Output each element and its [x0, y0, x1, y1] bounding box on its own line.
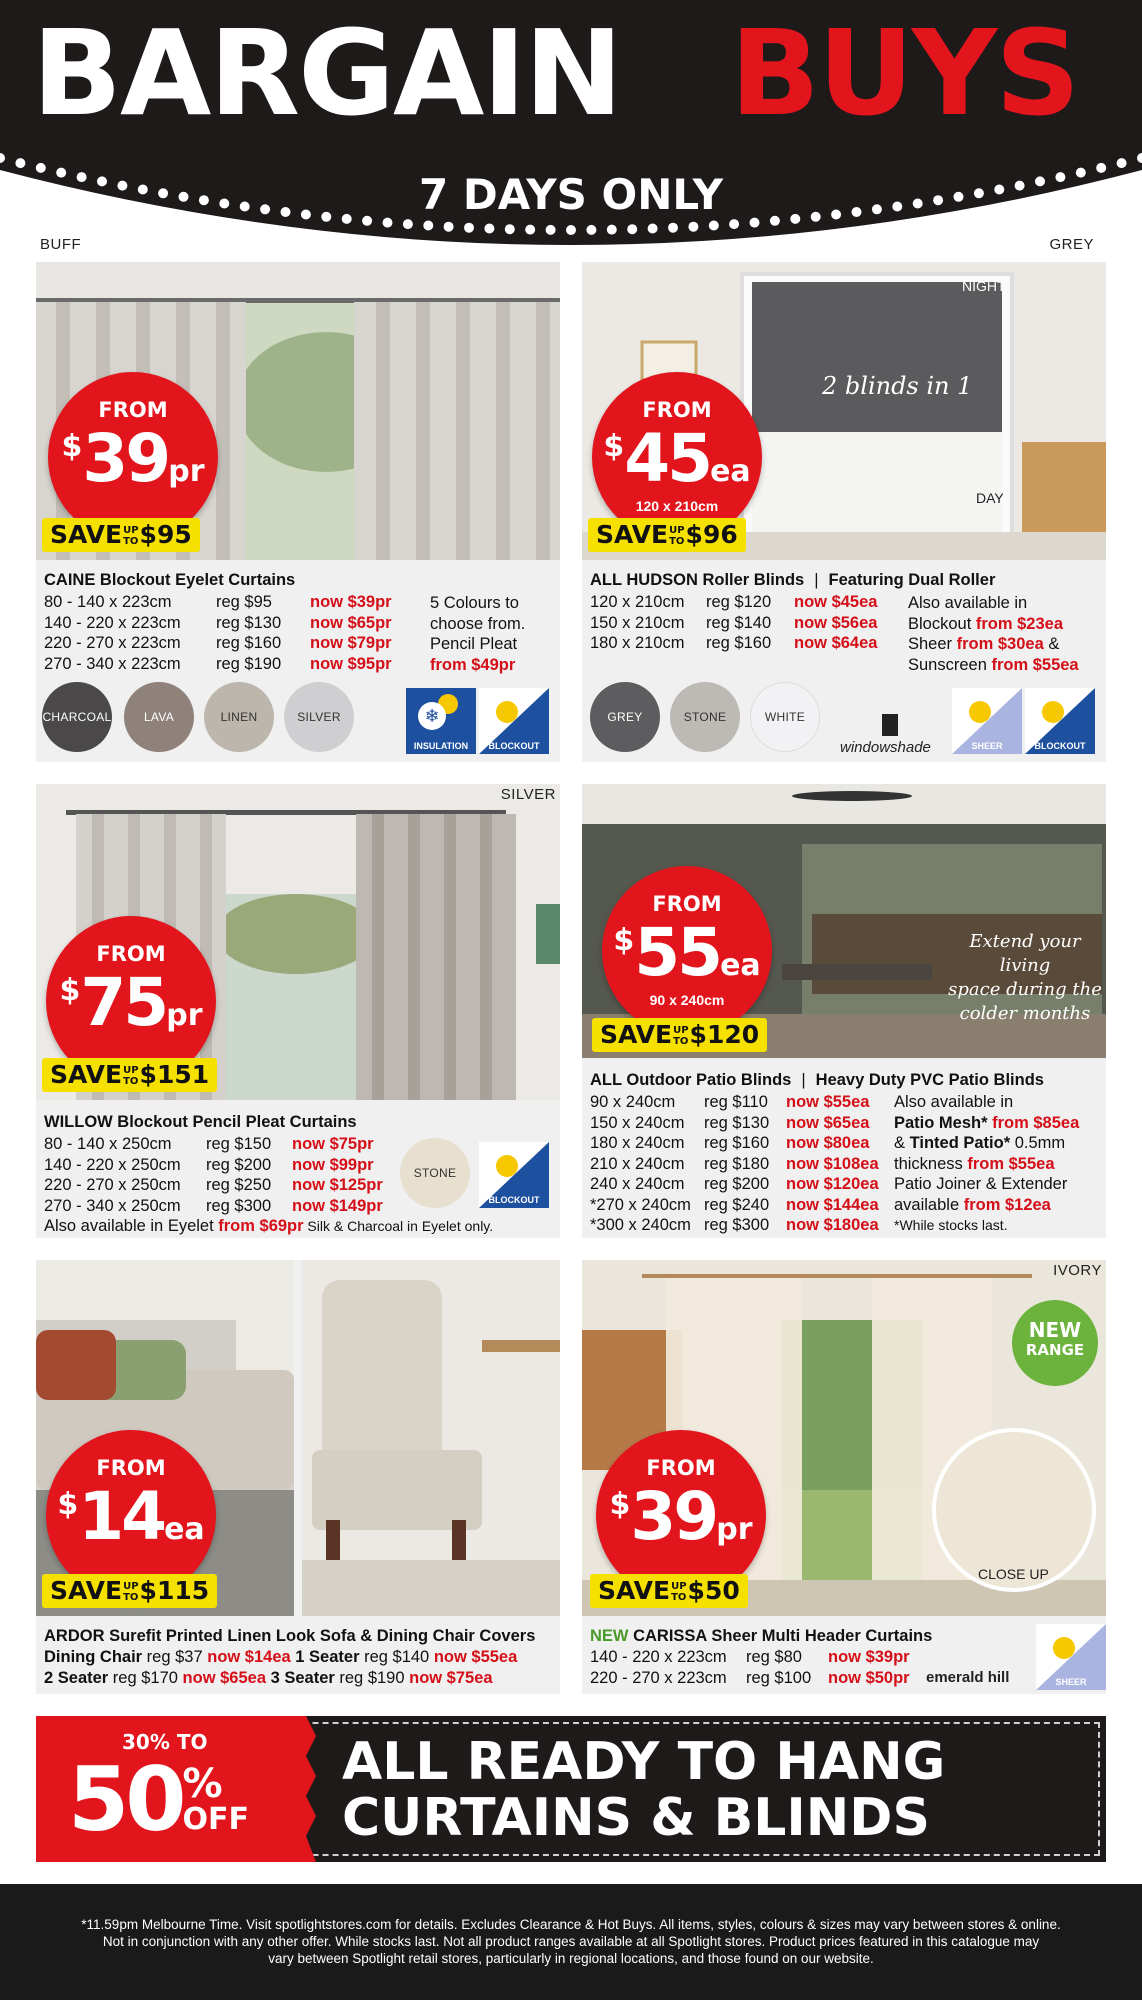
price-row — [590, 1215, 896, 1236]
price-badge: FROM $39pr — [596, 1430, 766, 1600]
price-row-size: 240 x 240cm — [590, 1175, 685, 1193]
swatch-grey[interactable]: GREY — [590, 682, 660, 752]
photo-script-note: Extend your living space during the colder months — [948, 931, 1102, 1024]
price-row — [590, 1133, 896, 1154]
price-row — [44, 1155, 402, 1176]
price-badge — [48, 372, 218, 542]
price-row-reg: reg $140 — [706, 613, 772, 632]
price-row-reg: reg $190 — [216, 654, 282, 673]
save-badge: SAVEUP TO$115 — [42, 1574, 217, 1608]
price-row-reg: reg $250 — [206, 1176, 272, 1194]
price-row-now: now $65pr — [310, 613, 392, 632]
price-row-reg: reg $240 — [704, 1195, 770, 1214]
price-line-2: 2 Seater reg $170 now $65ea 3 Seater reg $190 now $75ea — [44, 1669, 493, 1687]
price-row-now: now $64ea — [794, 634, 878, 652]
product-card-patio-blinds[interactable] — [582, 784, 1106, 1238]
color-label-silver: SILVER — [500, 786, 556, 803]
price-table — [590, 1092, 896, 1236]
price-row-now: now $144ea — [786, 1195, 879, 1214]
price-row-now: now $108ea — [786, 1154, 879, 1173]
product-card-hudson[interactable] — [582, 262, 1106, 762]
side-note: 5 Colours to choose from. Pencil Pleat from $49pr — [430, 594, 526, 674]
swatch-linen[interactable]: LINEN — [204, 682, 274, 752]
headline-bargain: BARGAIN — [32, 4, 621, 142]
header-dot — [383, 218, 393, 228]
brand-windowshade-logo: windowshade — [840, 739, 931, 756]
price-table — [590, 592, 904, 654]
photo-label-night: NIGHT — [962, 278, 1006, 294]
price-row-reg: reg $200 — [704, 1175, 770, 1193]
swatch-charcoal[interactable]: CHARCOAL — [42, 682, 112, 752]
price-row — [590, 1154, 896, 1175]
price-badge: FROM $75pr — [46, 916, 216, 1086]
brand-emerald-hill-logo: emerald hill — [926, 1669, 1010, 1686]
chair-illustration — [302, 1260, 560, 1616]
price-row-size: 220 - 270 x 250cm — [44, 1176, 181, 1194]
header-dot — [729, 219, 739, 229]
save-badge: SAVEUP TO$50 — [590, 1574, 748, 1608]
product-title: NEW CARISSA Sheer Multi Header Curtains — [590, 1627, 933, 1645]
price-row-reg: reg $80 — [746, 1648, 802, 1666]
price-line-1: Dining Chair reg $37 now $14ea 1 Seater reg $140 now $55ea — [44, 1648, 518, 1666]
product-card-willow[interactable] — [36, 784, 560, 1238]
price-row-now: now $56ea — [794, 613, 878, 632]
price-value: $55ea — [613, 914, 761, 991]
price-row-now: now $39pr — [310, 593, 392, 611]
price-row-size: 140 - 220 x 223cm — [590, 1648, 727, 1666]
price-row — [44, 1196, 402, 1217]
price-row — [590, 1092, 896, 1113]
photo-label-day: DAY — [976, 490, 1004, 506]
price-row — [590, 1668, 938, 1689]
insulation-badge: ❄ INSULATION — [406, 688, 476, 754]
price-row-size: 80 - 140 x 223cm — [44, 593, 172, 611]
price-row-reg: reg $180 — [704, 1154, 770, 1173]
price-value: $75pr — [59, 964, 203, 1041]
blockout-badge: BLOCKOUT — [479, 1142, 549, 1208]
product-title: ALL Outdoor Patio Blinds | Heavy Duty PVC Patio Blinds — [590, 1071, 1044, 1089]
header — [0, 0, 1142, 290]
sheer-badge: SHEER — [1036, 1624, 1106, 1690]
header-dot — [709, 221, 719, 231]
banner-headline: ALL READY TO HANG CURTAINS & BLINDS — [342, 1732, 946, 1848]
price-row-now: now $79pr — [310, 634, 392, 652]
price-row-size: 180 x 210cm — [590, 634, 685, 652]
price-row-reg: reg $110 — [704, 1093, 768, 1111]
price-badge: FROM $14ea — [46, 1430, 216, 1600]
price-row-size: 210 x 240cm — [590, 1154, 685, 1173]
price-row — [44, 654, 420, 675]
header-dot — [484, 224, 494, 234]
price-row-reg: reg $160 — [216, 634, 282, 652]
price-row-size: 220 - 270 x 223cm — [44, 634, 181, 652]
photo-script-2-blinds: 2 blinds in 1 — [822, 372, 973, 400]
product-title: WILLOW Blockout Pencil Pleat Curtains — [44, 1113, 357, 1131]
price-row-size: 90 x 240cm — [590, 1093, 676, 1111]
header-dot — [423, 221, 433, 231]
price-row-reg: reg $200 — [206, 1155, 272, 1174]
eyelet-note: Also available in Eyelet from $69pr Silk & Charcoal in Eyelet only. — [44, 1217, 494, 1235]
discount-prefix: 30% TO — [122, 1730, 208, 1754]
price-value: $14ea — [57, 1478, 205, 1555]
color-label-grey: GREY — [1049, 236, 1094, 253]
header-dot — [648, 224, 658, 234]
price-row-now: now $120ea — [786, 1175, 879, 1193]
header-dot — [566, 225, 576, 235]
header-dot — [627, 224, 637, 234]
price-row-size: 150 x 210cm — [590, 613, 685, 632]
price-badge: FROM $55ea 90 x 240cm — [602, 866, 772, 1036]
header-dot — [1117, 158, 1127, 168]
price-row-size: 140 - 220 x 223cm — [44, 613, 181, 632]
blockout-badge: BLOCKOUT — [479, 688, 549, 754]
price-row — [590, 1195, 896, 1216]
price-row-reg: reg $95 — [216, 593, 272, 611]
header-dot — [464, 223, 474, 233]
price-row — [44, 1175, 402, 1196]
color-label-buff: BUFF — [40, 236, 82, 253]
price-table — [590, 1647, 938, 1688]
side-note: Also available in Blockout from $23ea Sheer from $30ea & Sunscreen from $55ea — [908, 594, 1079, 674]
header-dot — [15, 158, 25, 168]
price-row-reg: reg $130 — [704, 1113, 770, 1132]
price-row-now: now $50pr — [828, 1668, 910, 1687]
discount-value: 50 % OFF — [68, 1748, 249, 1851]
swatch-white[interactable]: WHITE — [750, 682, 820, 752]
price-row — [590, 592, 904, 613]
price-row — [590, 1113, 896, 1134]
brand-logo-mark — [882, 714, 898, 736]
price-badge: FROM $45ea 120 x 210cm — [592, 372, 762, 542]
product-card-carissa[interactable] — [582, 1260, 1106, 1694]
price-row-size: 270 - 340 x 223cm — [44, 654, 181, 673]
new-range-badge: NEW RANGE — [1012, 1300, 1098, 1386]
promo-banner[interactable] — [36, 1716, 1106, 1862]
price-row-size: *270 x 240cm — [590, 1195, 691, 1214]
price-value: $45ea — [603, 420, 751, 497]
header-dot — [586, 225, 596, 235]
side-note: Also available in Patio Mesh* from $85ea & Tinted Patio* 0.5mm thickness from $55ea Patio Joiner & Extender available from $12ea *While stocks last. — [894, 1093, 1080, 1233]
price-row-reg: reg $300 — [704, 1216, 770, 1234]
headline-subtitle: 7 DAYS ONLY — [419, 170, 723, 219]
color-label-ivory: IVORY — [1053, 1262, 1102, 1279]
price-row-now: now $45ea — [794, 593, 878, 611]
price-value: $39pr — [61, 420, 205, 497]
closeup-label: CLOSE UP — [978, 1566, 1049, 1582]
price-from-label: FROM — [98, 398, 168, 422]
price-value: $39pr — [609, 1478, 753, 1555]
price-row-size: *300 x 240cm — [590, 1216, 691, 1234]
price-row-size: 120 x 210cm — [590, 593, 685, 611]
price-row-size: 80 - 140 x 250cm — [44, 1135, 172, 1153]
swatch-silver[interactable]: SILVER — [284, 682, 354, 752]
price-row — [44, 592, 420, 613]
price-row-size: 150 x 240cm — [590, 1113, 685, 1132]
price-row-reg: reg $160 — [706, 634, 772, 652]
header-dot — [750, 218, 760, 228]
product-title: ARDOR Surefit Printed Linen Look Sofa & Dining Chair Covers — [44, 1627, 536, 1645]
swatch-stone[interactable]: STONE — [670, 682, 740, 752]
price-row-now: now $80ea — [786, 1134, 870, 1152]
header-dot — [403, 219, 413, 229]
price-row-size: 180 x 240cm — [590, 1134, 685, 1152]
save-badge: SAVEUP TO$96 — [588, 518, 746, 552]
price-row — [590, 613, 904, 634]
sheer-badge: SHEER — [952, 688, 1022, 754]
price-row-size: 140 - 220 x 250cm — [44, 1155, 181, 1174]
blockout-badge: BLOCKOUT — [1025, 688, 1095, 754]
save-badge: SAVEUP TO$120 — [592, 1018, 767, 1052]
product-card-caine[interactable] — [36, 262, 560, 762]
price-row-now: now $39pr — [828, 1648, 910, 1666]
header-dot — [668, 223, 678, 233]
headline-buys: BUYS — [730, 4, 1079, 142]
price-row-now: now $180ea — [786, 1216, 879, 1234]
price-row — [590, 1174, 896, 1195]
price-row — [44, 1134, 402, 1155]
price-row-now: now $65ea — [786, 1113, 870, 1132]
header-dot — [505, 224, 515, 234]
product-title: CAINE Blockout Eyelet Curtains — [44, 571, 296, 589]
price-row-now: now $99pr — [292, 1155, 374, 1174]
swatch-stone[interactable]: STONE — [400, 1138, 470, 1208]
price-row-now: now $75pr — [292, 1135, 374, 1153]
price-row — [44, 613, 420, 634]
header-dot — [525, 225, 535, 235]
price-row-reg: reg $150 — [206, 1135, 272, 1153]
price-row-reg: reg $100 — [746, 1668, 812, 1687]
price-row — [44, 633, 420, 654]
price-row — [590, 1647, 938, 1668]
price-row-now: now $95pr — [310, 654, 392, 673]
footer-disclaimer: *11.59pm Melbourne Time. Visit spotlightstores.com for details. Excludes Clearance & Hot Buys. All items, styles, colours & sizes may vary between stores & online. Not in conjunction with any other offer. While stocks last. Not all product ranges available at all Spotlight stores. Product prices featured in this catalogue may vary between Spotlight retail stores, particularly in regional locations, and those found on our website. — [0, 1884, 1142, 2000]
price-row-now: now $149pr — [292, 1196, 383, 1215]
svg-text:❄: ❄ — [424, 706, 440, 727]
price-table — [44, 592, 420, 674]
save-badge: SAVEUP TO$151 — [42, 1058, 217, 1092]
price-row-size: 220 - 270 x 223cm — [590, 1668, 727, 1687]
header-dot — [607, 225, 617, 235]
product-photo-dining-chair — [302, 1260, 560, 1616]
price-row-now: now $125pr — [292, 1176, 383, 1194]
product-title: ALL HUDSON Roller Blinds | Featuring Dual Roller — [590, 571, 996, 589]
header-dot — [688, 222, 698, 232]
product-card-ardor[interactable] — [36, 1260, 560, 1694]
header-dot — [546, 225, 556, 235]
price-row-reg: reg $160 — [704, 1134, 770, 1152]
swatch-lava[interactable]: LAVA — [124, 682, 194, 752]
price-row-reg: reg $130 — [216, 613, 282, 632]
price-row-reg: reg $120 — [706, 593, 772, 611]
header-dot — [444, 222, 454, 232]
price-table — [44, 1134, 402, 1216]
price-row — [590, 633, 904, 654]
price-row-size: 270 - 340 x 250cm — [44, 1196, 181, 1215]
price-row-reg: reg $300 — [206, 1196, 272, 1215]
save-badge: SAVEUP TO$95 — [42, 518, 200, 552]
price-row-now: now $55ea — [786, 1093, 870, 1111]
